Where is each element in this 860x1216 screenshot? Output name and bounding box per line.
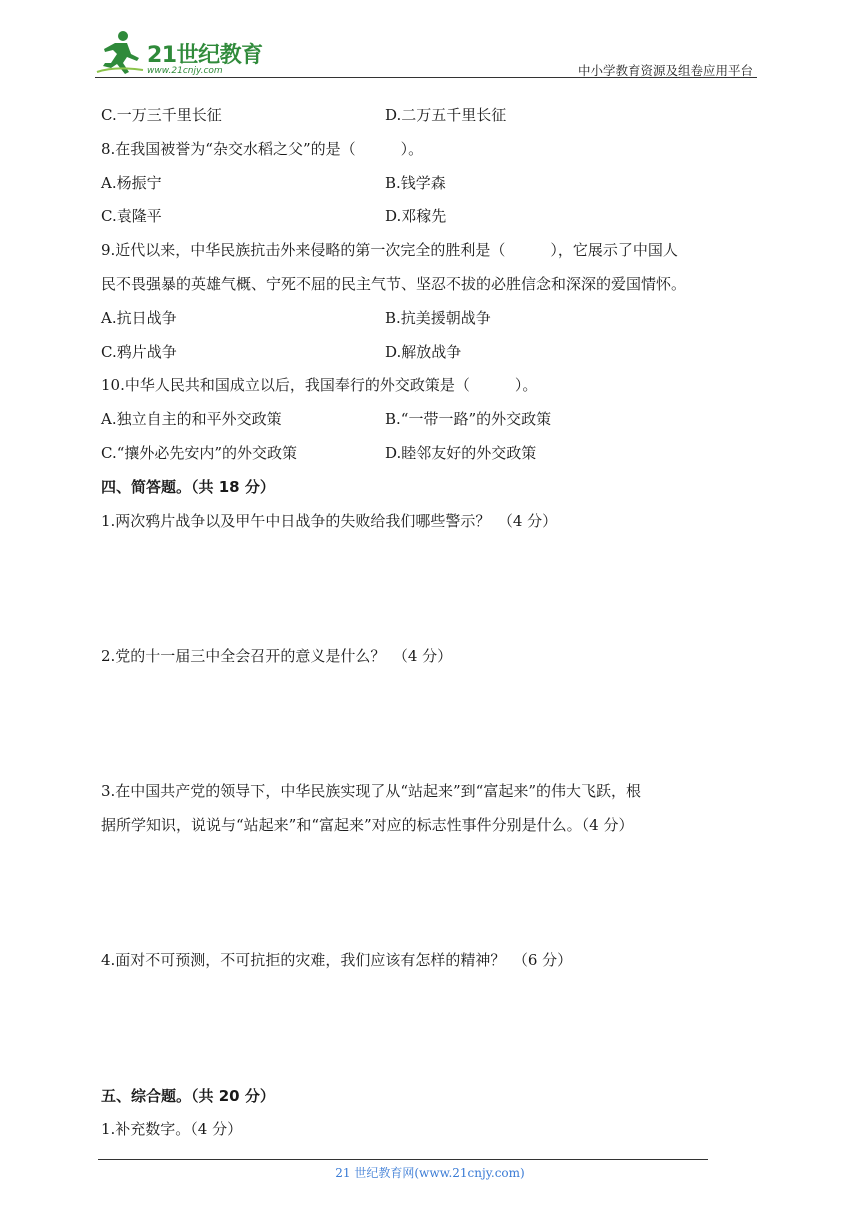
q10-option-a: A.独立自主的和平外交政策 xyxy=(101,410,282,428)
q8-option-c: C.袁隆平 xyxy=(101,207,162,225)
q8-option-a: A.杨振宁 xyxy=(101,174,162,192)
page-footer: 21 世纪教育网(www.21cnjy.com) xyxy=(335,1166,525,1180)
header-divider xyxy=(95,77,757,78)
section4-heading: 四、简答题。（共 18 分） xyxy=(101,478,275,496)
q9-option-a: A.抗日战争 xyxy=(101,309,177,327)
q9-stem-line2: 民不畏强暴的英雄气概、宁死不屈的民主气节、坚忍不拔的必胜信念和深深的爱国情怀。 xyxy=(101,275,687,293)
section4-q4: 4.面对不可预测，不可抗拒的灾难，我们应该有怎样的精神？ （6 分） xyxy=(101,951,573,969)
q8-stem: 8.在我国被誉为“杂交水稻之父”的是（ ）。 xyxy=(101,140,424,158)
section4-q3-line1: 3.在中国共产党的领导下，中华民族实现了从“站起来”到“富起来”的伟大飞跃，根 xyxy=(101,782,641,800)
section5-heading: 五、综合题。（共 20 分） xyxy=(101,1087,275,1105)
q9-option-b: B.抗美援朝战争 xyxy=(385,309,491,327)
q10-option-d: D.睦邻友好的外交政策 xyxy=(385,444,537,462)
q10-option-c: C.“攘外必先安内”的外交政策 xyxy=(101,444,298,462)
q9-stem-line1: 9.近代以来，中华民族抗击外来侵略的第一次完全的胜利是（ ），它展示了中国人 xyxy=(101,241,678,259)
q7-option-d: D.二万五千里长征 xyxy=(385,106,507,124)
footer-divider xyxy=(98,1159,708,1160)
q7-option-c: C.一万三千里长征 xyxy=(101,106,222,124)
section5-q1: 1.补充数字。（4 分） xyxy=(101,1120,243,1138)
running-figure-icon xyxy=(95,28,145,76)
logo-url: www.21cnjy.com xyxy=(147,66,223,76)
section4-q1: 1.两次鸦片战争以及甲午中日战争的失败给我们哪些警示？ （4 分） xyxy=(101,512,558,530)
q8-option-b: B.钱学森 xyxy=(385,174,446,192)
section4-q2: 2.党的十一届三中全会召开的意义是什么？ （4 分） xyxy=(101,647,453,665)
page-header xyxy=(95,28,757,80)
q9-option-c: C.鸦片战争 xyxy=(101,343,177,361)
q10-option-b: B.“一带一路”的外交政策 xyxy=(385,410,552,428)
q8-option-d: D.邓稼先 xyxy=(385,207,447,225)
logo-text: 21世纪教育 xyxy=(147,43,263,68)
q9-option-d: D.解放战争 xyxy=(385,343,462,361)
q10-stem: 10.中华人民共和国成立以后，我国奉行的外交政策是（ ）。 xyxy=(101,376,538,394)
section4-q3-line2: 据所学知识，说说与“站起来”和“富起来”对应的标志性事件分别是什么。（4 分） xyxy=(101,816,634,834)
site-logo xyxy=(95,28,275,78)
platform-tagline: 中小学教育资源及组卷应用平台 xyxy=(577,63,753,78)
